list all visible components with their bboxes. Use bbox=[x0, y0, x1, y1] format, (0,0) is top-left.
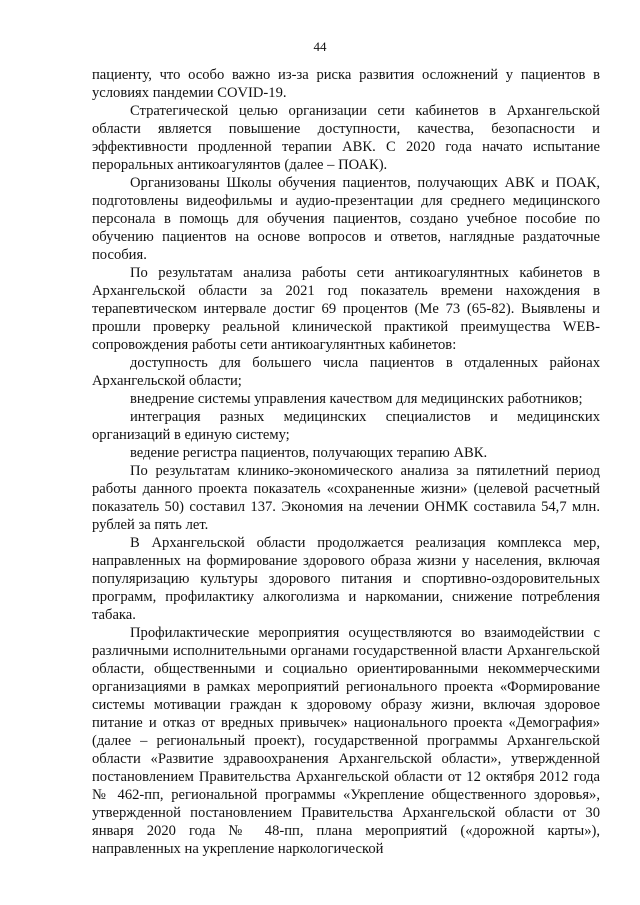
list-item: доступность для большего числа пациентов в отдаленных районах Архангельской области; bbox=[92, 355, 600, 389]
paragraph-2: Стратегической целью организации сети кабинетов в Архангельской области является повышение доступности, качества, безопасности и эффективности продленной терапии АВК. С 2020 года начато испытание пероральных антикоагулянтов (далее – ПОАК). bbox=[92, 103, 600, 173]
paragraph-7: Профилактические мероприятия осуществляются во взаимодействии с различными исполнительными органами государственной власти Архангельской области, общественными и социально ориентированными некоммерческими организациями в рамках мероприятий регионального проекта «Формирование системы мотивации граждан к здоровому образу жизни, включая здоровое питание и отказ от вредных привычек» национального проекта «Демография» (далее – региональный проект), государственной программы Архангельской области «Развитие здравоохранения Архангельской области», утвержденной постановлением Правительства Архангельской области от 12 октября 2012 года № 462-пп, региональной программы «Укрепление общественного здоровья», утвержденной постановлением Правительства Архангельской области от 30 января 2020 года № 48-пп, плана мероприятий («дорожной карты»), направленных на укрепление наркологической bbox=[92, 625, 600, 857]
document-body bbox=[92, 66, 600, 858]
paragraph-1: пациенту, что особо важно из-за риска развития осложнений у пациентов в условиях пандемии COVID-19. bbox=[92, 67, 600, 101]
list-item: ведение регистра пациентов, получающих терапию АВК. bbox=[130, 445, 488, 461]
page-number: 44 bbox=[313, 39, 327, 54]
list-item: интеграция разных медицинских специалистов и медицинских организаций в единую систему; bbox=[92, 409, 600, 443]
paragraph-6: В Архангельской области продолжается реализация комплекса мер, направленных на формирование здорового образа жизни у населения, включая популяризацию культуры здорового питания и спортивно-оздоровительных программ, профилактику алкоголизма и наркомании, снижение потребления табака. bbox=[92, 535, 600, 623]
paragraph-4: По результатам анализа работы сети антикоагулянтных кабинетов в Архангельской области за 2021 год показатель времени нахождения в терапевтическом интервале достиг 69 процентов (Me 73 (65-82). Выявлены и прошли проверку реальной клинической практикой преимущества WEB-сопровождения работы сети антикоагулянтных кабинетов: bbox=[92, 265, 600, 353]
list-item: внедрение системы управления качеством для медицинских работников; bbox=[130, 391, 583, 407]
paragraph-3: Организованы Школы обучения пациентов, получающих АВК и ПОАК, подготовлены видеофильмы и аудио-презентации для среднего медицинского персонала в помощь для обучения пациентов, создано учебное пособие по обучению пациентов на основе вопросов и ответов, наглядные раздаточные пособия. bbox=[92, 175, 600, 263]
paragraph-5: По результатам клинико-экономического анализа за пятилетний период работы данного проекта показатель «сохраненные жизни» (целевой расчетный показатель 50) составил 137. Экономия на лечении ОНМК составила 54,7 млн. рублей за пять лет. bbox=[92, 463, 600, 533]
